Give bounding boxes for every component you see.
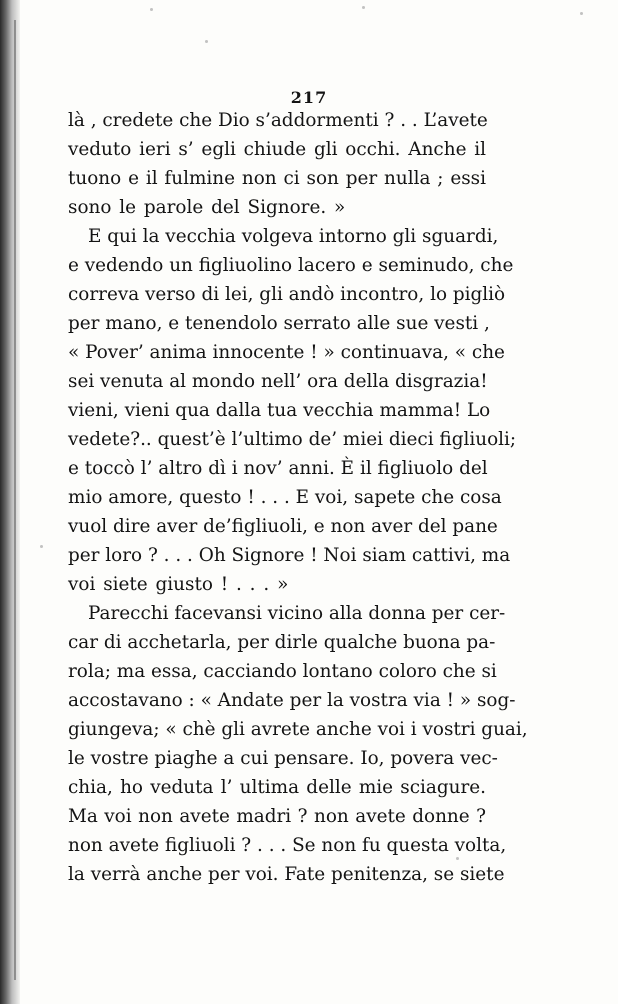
page-binding-shadow [0, 0, 20, 1004]
text-line: vedete?.. quest’è l’ultimo de’ miei dieci figliuoli; [68, 429, 517, 450]
text-line: vieni, vieni qua dalla tua vecchia mamma! Lo [68, 400, 491, 421]
paper-speck [456, 857, 459, 860]
text-line: Parecchi facevansi vicino alla donna per cer- [88, 603, 506, 624]
text-line: la verrà anche per voi. Fate penitenza, se siete [68, 864, 505, 885]
text-line: per loro ? . . . Oh Signore ! Noi siam cattivi, ma [68, 545, 511, 566]
text-line: Ma voi non avete madri ? non avete donne ? [68, 806, 486, 827]
paper-speck [150, 8, 153, 11]
text-line: non avete figliuoli ? . . . Se non fu questa volta, [68, 835, 507, 856]
page-number: 217 [290, 88, 328, 107]
text-line: e toccò l’ altro dì i nov’ anni. È il figliuolo del [68, 458, 488, 479]
body-text [68, 106, 528, 889]
text-line: chia, ho veduta l’ ultima delle mie sciagure. [68, 777, 486, 798]
paper-speck [362, 6, 365, 9]
text-line: accostavano : « Andate per la vostra via ! » sog- [68, 690, 516, 711]
text-line: « Pover’ anima innocente ! » continuava, « che [68, 342, 505, 363]
text-line: là , credete che Dio s’addormenti ? . . L’avete [68, 110, 488, 131]
text-line: giungeva; « chè gli avrete anche voi i vostri guai, [68, 719, 528, 740]
text-line: mio amore, questo ! . . . E voi, sapete che cosa [68, 487, 502, 508]
text-line: sei venuta al mondo nell’ ora della disgrazia! [68, 371, 488, 392]
text-line: sono le parole del Signore. » [68, 197, 346, 218]
text-line: le vostre piaghe a cui pensare. Io, povera vec- [68, 748, 498, 769]
paper-speck [40, 545, 43, 548]
text-line: correva verso di lei, gli andò incontro, lo pigliò [68, 284, 506, 305]
text-line: E qui la vecchia volgeva intorno gli sguardi, [88, 226, 499, 247]
text-line: voi siete giusto ! . . . » [68, 574, 289, 595]
text-line: car di acchetarla, per dirle qualche buona pa- [68, 632, 496, 653]
text-line: veduto ieri s’ egli chiude gli occhi. Anche il [68, 139, 486, 160]
paper-speck [205, 40, 208, 43]
text-line: tuono e il fulmine non ci son per nulla ; essi [68, 168, 486, 189]
text-line: per mano, e tenendolo serrato alle sue vesti , [68, 313, 490, 334]
text-line: rola; ma essa, cacciando lontano coloro che si [68, 661, 497, 682]
paper-speck [580, 12, 583, 15]
text-line: vuol dire aver de’figliuoli, e non aver del pane [68, 516, 498, 537]
text-line: e vedendo un figliuolino lacero e seminudo, che [68, 255, 514, 276]
page-binding-line [14, 20, 16, 980]
